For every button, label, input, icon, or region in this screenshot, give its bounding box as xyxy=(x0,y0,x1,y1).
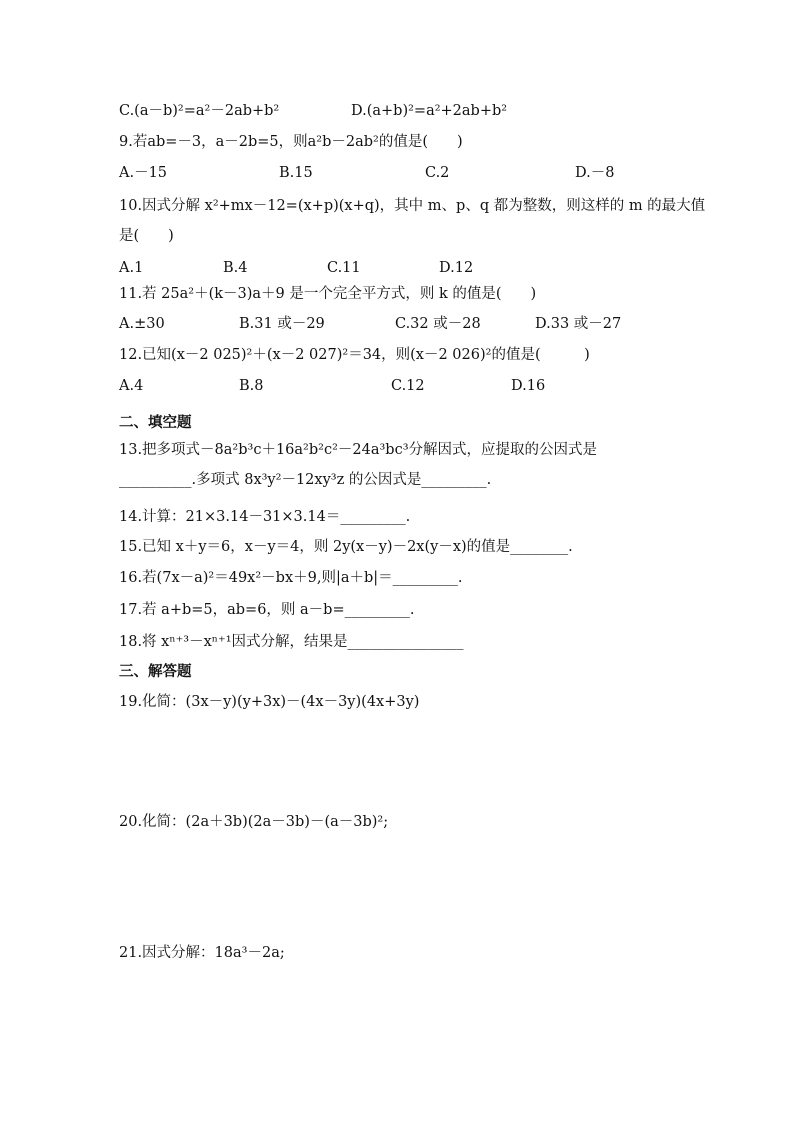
q12-stem: 12.已知(x－2 025)²＋(x－2 027)²＝34，则(x－2 026)²的值是( ) xyxy=(119,347,590,363)
q10-option-d: D.12 xyxy=(439,260,474,276)
q10-option-a: A.1 xyxy=(119,260,144,276)
q11-option-c: C.32 或－28 xyxy=(395,316,481,332)
q10-option-c: C.11 xyxy=(327,260,361,276)
q20-text: 20.化简：(2a＋3b)(2a－3b)－(a－3b)²; xyxy=(119,814,389,830)
q8-option-c: C.(a－b)²=a²－2ab+b² xyxy=(119,103,280,119)
q18-text: 18.将 xⁿ⁺³－xⁿ⁺¹因式分解，结果是________________ xyxy=(119,634,464,650)
q10-stem-line2: 是( ) xyxy=(119,228,174,244)
q9-option-b: B.15 xyxy=(279,165,313,181)
section-answer-title: 三、解答题 xyxy=(119,664,192,680)
q11-option-b: B.31 或－29 xyxy=(239,316,325,332)
q9-option-d: D.－8 xyxy=(575,165,615,181)
q8-option-d: D.(a+b)²=a²+2ab+b² xyxy=(351,103,508,119)
q13-line1: 13.把多项式－8a²b³c＋16a²b²c²－24a³bc³分解因式，应提取的公因式是 xyxy=(119,442,598,458)
q14-text: 14.计算：21×3.14－31×3.14＝_________. xyxy=(119,509,411,525)
q16-text: 16.若(7x－a)²＝49x²－bx＋9,则|a＋b|＝_________. xyxy=(119,570,463,586)
q10-option-b: B.4 xyxy=(223,260,248,276)
q12-option-b: B.8 xyxy=(239,378,264,394)
q12-option-c: C.12 xyxy=(391,378,425,394)
q10-stem-line1: 10.因式分解 x²+mx－12=(x+p)(x+q)，其中 m、p、q 都为整数，则这样的 m 的最大值 xyxy=(119,198,706,214)
section-fill-in-title: 二、填空题 xyxy=(119,415,192,431)
q9-stem: 9.若ab=－3，a－2b=5，则a²b－2ab²的值是( ) xyxy=(119,134,463,150)
q11-option-d: D.33 或－27 xyxy=(535,316,622,332)
q13-line2: __________.多项式 8x³y²－12xy³z 的公因式是_________. xyxy=(119,472,492,488)
q15-text: 15.已知 x＋y＝6，x－y＝4，则 2y(x－y)－2x(y－x)的值是________. xyxy=(119,539,573,555)
q9-option-c: C.2 xyxy=(425,165,450,181)
q12-option-a: A.4 xyxy=(119,378,144,394)
q9-option-a: A.－15 xyxy=(119,165,168,181)
q12-option-d: D.16 xyxy=(511,378,546,394)
q11-option-a: A.±30 xyxy=(119,316,165,332)
q17-text: 17.若 a+b=5，ab=6，则 a－b=_________. xyxy=(119,602,415,618)
q11-stem: 11.若 25a²＋(k－3)a＋9 是一个完全平方式，则 k 的值是( ) xyxy=(119,286,537,302)
q19-text: 19.化简：(3x－y)(y+3x)－(4x－3y)(4x+3y) xyxy=(119,694,420,710)
q21-text: 21.因式分解：18a³－2a; xyxy=(119,945,285,961)
